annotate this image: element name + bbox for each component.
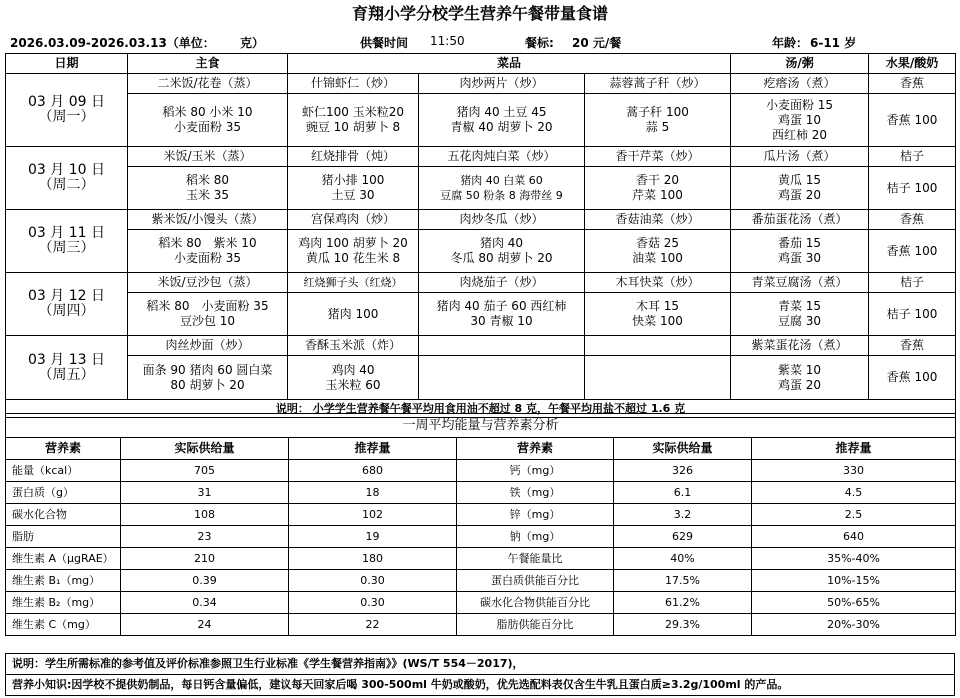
- nutrition-cell: 680: [289, 460, 457, 482]
- unit: 克）: [240, 36, 265, 50]
- nutrition-cell: 维生素 A（μgRAE）: [6, 548, 121, 570]
- nutrition-cell: 210: [121, 548, 289, 570]
- fruit-ingredients: 香蕉 100: [869, 94, 956, 147]
- header-dishes: 菜品: [288, 54, 731, 74]
- day-weekday: （周三）: [38, 240, 95, 256]
- day-dish-row: [6, 147, 956, 167]
- nutrition-cell: 0.30: [289, 570, 457, 592]
- day-date-cell: [6, 74, 128, 147]
- nutrition-cell: 钠（mg）: [457, 526, 614, 548]
- nutrition-cell: 35%-40%: [752, 548, 956, 570]
- footer-tip: 营养小知识:因学校不提供奶制品，每日钙含量偏低，建议每天回家后喝 300-500ml 牛奶或酸奶，优先选配料表仅含生牛乳且蛋白质≥3.2g/100ml 的产品。: [5, 674, 955, 696]
- nutrition-cell: 维生素 B₂（mg）: [6, 592, 121, 614]
- nutrition-cell: 0.34: [121, 592, 289, 614]
- nutrition-cell: 钙（mg）: [457, 460, 614, 482]
- day-weekday: （周五）: [38, 366, 95, 383]
- nutrition-cell: 蛋白质（g）: [6, 482, 121, 504]
- staple-ingredients: 稻米 80 小麦面粉 35 豆沙包 10: [128, 293, 288, 336]
- soup-name: 青菜豆腐汤（煮）: [731, 273, 869, 293]
- nutrition-cell: 18: [289, 482, 457, 504]
- nutrition-cell: 31: [121, 482, 289, 504]
- nutrition-header: 营养素: [457, 438, 614, 460]
- day-date: 03 月 12 日: [28, 288, 105, 304]
- dish3-name: [585, 336, 731, 356]
- dish3-ingredients: 香干 20 芹菜 100: [585, 167, 731, 210]
- soup-name: 疙瘩汤（煮）: [731, 74, 869, 94]
- dish2-name: 肉炒冬瓜（炒）: [419, 210, 585, 230]
- nutrition-cell: 705: [121, 460, 289, 482]
- soup-ingredients: 黄瓜 15 鸡蛋 20: [731, 167, 869, 210]
- fruit-name: 桔子: [869, 147, 956, 167]
- dish3-ingredients: [585, 356, 731, 400]
- nutrition-cell: 629: [614, 526, 752, 548]
- age: 6-11 岁: [810, 36, 857, 50]
- dish1-ingredients: 猪小排 100 土豆 30: [288, 167, 419, 210]
- day-date-cell: [6, 273, 128, 336]
- staple-name: 紫米饭/小馒头（蒸）: [128, 210, 288, 230]
- menu-header-row: [6, 54, 956, 74]
- dish1-name: 红烧排骨（炖）: [288, 147, 419, 167]
- nutrition-table: [5, 413, 956, 636]
- nutrition-cell: 61.2%: [614, 592, 752, 614]
- nutrition-cell: 2.5: [752, 504, 956, 526]
- dish1-name: 香酥玉米派（炸）: [288, 336, 419, 356]
- nutrition-row: [6, 548, 956, 570]
- fruit-ingredients: 香蕉 100: [869, 230, 956, 273]
- nutrition-cell: 4.5: [752, 482, 956, 504]
- staple-name: 米饭/豆沙包（蒸）: [128, 273, 288, 293]
- menu-note: 说明： 小学学生营养餐午餐平均用食用油不超过 8 克，午餐平均用盐不超过 1.6 克: [6, 400, 956, 418]
- day-date-cell: [6, 147, 128, 210]
- nutrition-header: 推荐量: [752, 438, 956, 460]
- nutrition-cell: 50%-65%: [752, 592, 956, 614]
- nutrition-row: [6, 526, 956, 548]
- nutrition-cell: 29.3%: [614, 614, 752, 636]
- nutrition-cell: 脂肪: [6, 526, 121, 548]
- menu-meta: [10, 34, 955, 52]
- serve-time-label: 供餐时间: [360, 36, 409, 50]
- dish2-name: 肉烧茄子（炒）: [419, 273, 585, 293]
- header-date: 日期: [6, 54, 128, 74]
- nutrition-cell: 17.5%: [614, 570, 752, 592]
- nutrition-cell: 40%: [614, 548, 752, 570]
- nutrition-cell: 蛋白质供能百分比: [457, 570, 614, 592]
- day-date: 03 月 09 日: [28, 94, 105, 110]
- nutrition-cell: 19: [289, 526, 457, 548]
- day-dish-row: [6, 273, 956, 293]
- dish2-name: [419, 336, 585, 356]
- soup-name: 紫菜蛋花汤（煮）: [731, 336, 869, 356]
- day-dish-row: [6, 336, 956, 356]
- soup-ingredients: 小麦面粉 15 鸡蛋 10 西红柿 20: [731, 94, 869, 147]
- staple-ingredients: 稻米 80 紫米 10 小麦面粉 35: [128, 230, 288, 273]
- dish2-ingredients: [419, 356, 585, 400]
- dish1-name: 什锦虾仁（炒）: [288, 74, 419, 94]
- day-dish-row: [6, 210, 956, 230]
- day-ingredient-row: [6, 356, 956, 400]
- analysis-title-row: [6, 414, 956, 438]
- day-date-cell: [6, 336, 128, 400]
- menu-table: [5, 53, 956, 418]
- dish3-name: 蒜蓉蒿子秆（炒）: [585, 74, 731, 94]
- day-weekday: （周四）: [38, 303, 95, 319]
- dish1-ingredients: 虾仁100 玉米粒20 豌豆 10 胡萝卜 8: [288, 94, 419, 147]
- dish3-ingredients: 蒿子秆 100 蒜 5: [585, 94, 731, 147]
- fruit-name: 香蕉: [869, 74, 956, 94]
- nutrition-header: 营养素: [6, 438, 121, 460]
- dish1-name: 宫保鸡肉（炒）: [288, 210, 419, 230]
- nutrition-cell: 0.39: [121, 570, 289, 592]
- nutrition-cell: 午餐能量比: [457, 548, 614, 570]
- day-ingredient-row: [6, 230, 956, 273]
- nutrition-cell: 102: [289, 504, 457, 526]
- day-dish-row: [6, 74, 956, 94]
- header-soup: 汤/粥: [731, 54, 869, 74]
- price-label: 餐标:: [525, 36, 554, 50]
- nutrition-cell: 0.30: [289, 592, 457, 614]
- day-weekday: （周二）: [38, 177, 95, 193]
- nutrition-cell: 24: [121, 614, 289, 636]
- nutrition-row: [6, 482, 956, 504]
- day-weekday: （周一）: [38, 109, 95, 125]
- dish2-ingredients: 猪肉 40 土豆 45 青椒 40 胡萝卜 20: [419, 94, 585, 147]
- day-ingredient-row: [6, 94, 956, 147]
- fruit-ingredients: 香蕉 100: [869, 356, 956, 400]
- dish1-ingredients: 鸡肉 100 胡萝卜 20 黄瓜 10 花生米 8: [288, 230, 419, 273]
- nutrition-row: [6, 460, 956, 482]
- nutrition-cell: 3.2: [614, 504, 752, 526]
- staple-ingredients: 稻米 80 小米 10 小麦面粉 35: [128, 94, 288, 147]
- nutrition-header: 实际供给量: [121, 438, 289, 460]
- fruit-name: 桔子: [869, 273, 956, 293]
- nutrition-header: 推荐量: [289, 438, 457, 460]
- day-date: 03 月 13 日: [28, 351, 105, 368]
- dish2-name: 五花肉炖白菜（炒）: [419, 147, 585, 167]
- nutrition-header-row: [6, 438, 956, 460]
- fruit-ingredients: 桔子 100: [869, 293, 956, 336]
- soup-name: 瓜片汤（煮）: [731, 147, 869, 167]
- dish3-name: 木耳快菜（炒）: [585, 273, 731, 293]
- footer-note: 说明：学生所需标准的参考值及评价标准参照卫生行业标准《学生餐营养指南》》(WS/T 554－2017)，: [5, 653, 955, 675]
- day-ingredient-row: [6, 293, 956, 336]
- nutrition-cell: 6.1: [614, 482, 752, 504]
- nutrition-header: 实际供给量: [614, 438, 752, 460]
- header-staple: 主食: [128, 54, 288, 74]
- dish3-ingredients: 木耳 15 快菜 100: [585, 293, 731, 336]
- dish1-name: 红烧狮子头（红烧）: [288, 273, 419, 293]
- nutrition-cell: 碳水化合物供能百分比: [457, 592, 614, 614]
- day-ingredient-row: [6, 167, 956, 210]
- dish2-name: 肉炒两片（炒）: [419, 74, 585, 94]
- soup-name: 番茄蛋花汤（煮）: [731, 210, 869, 230]
- serve-time: 11:50: [430, 34, 465, 48]
- soup-ingredients: 番茄 15 鸡蛋 30: [731, 230, 869, 273]
- nutrition-cell: 维生素 B₁（mg）: [6, 570, 121, 592]
- nutrition-row: [6, 504, 956, 526]
- day-date-cell: [6, 210, 128, 273]
- soup-ingredients: 青菜 15 豆腐 30: [731, 293, 869, 336]
- dish3-name: 香干芹菜（炒）: [585, 147, 731, 167]
- staple-ingredients: 面条 90 猪肉 60 圆白菜 80 胡萝卜 20: [128, 356, 288, 400]
- dish1-ingredients: 鸡肉 40 玉米粒 60: [288, 356, 419, 400]
- page-title: 育翔小学分校学生营养午餐带量食谱: [351, 4, 608, 23]
- staple-name: 二米饭/花卷（蒸）: [128, 74, 288, 94]
- fruit-ingredients: 桔子 100: [869, 167, 956, 210]
- soup-ingredients: 紫菜 10 鸡蛋 20: [731, 356, 869, 400]
- nutrition-cell: 23: [121, 526, 289, 548]
- dish2-ingredients: 猪肉 40 冬瓜 80 胡萝卜 20: [419, 230, 585, 273]
- date-range: 2026.03.09-2026.03.13（单位：: [10, 36, 215, 50]
- dish2-ingredients: 猪肉 40 茄子 60 西红柿 30 青椒 10: [419, 293, 585, 336]
- nutrition-cell: 脂肪供能百分比: [457, 614, 614, 636]
- nutrition-rows: [6, 460, 956, 636]
- dish3-name: 香菇油菜（炒）: [585, 210, 731, 230]
- staple-name: 肉丝炒面（炒）: [128, 336, 288, 356]
- nutrition-cell: 180: [289, 548, 457, 570]
- nutrition-row: [6, 592, 956, 614]
- day-date: 03 月 11 日: [28, 225, 105, 241]
- dish2-ingredients: 猪肉 40 白菜 60 豆腐 50 粉条 8 海带丝 9: [419, 167, 585, 210]
- price: 20 元/餐: [572, 36, 622, 50]
- nutrition-cell: 640: [752, 526, 956, 548]
- nutrition-cell: 20%-30%: [752, 614, 956, 636]
- age-label: 年龄：: [772, 36, 809, 50]
- nutrition-cell: 维生素 C（mg）: [6, 614, 121, 636]
- fruit-name: 香蕉: [869, 336, 956, 356]
- dish1-ingredients: 猪肉 100: [288, 293, 419, 336]
- nutrition-cell: 108: [121, 504, 289, 526]
- nutrition-cell: 10%-15%: [752, 570, 956, 592]
- staple-ingredients: 稻米 80 玉米 35: [128, 167, 288, 210]
- header-fruit: 水果/酸奶: [869, 54, 956, 74]
- nutrition-cell: 330: [752, 460, 956, 482]
- staple-name: 米饭/玉米（蒸）: [128, 147, 288, 167]
- nutrition-cell: 锌（mg）: [457, 504, 614, 526]
- dish3-ingredients: 香菇 25 油菜 100: [585, 230, 731, 273]
- fruit-name: 香蕉: [869, 210, 956, 230]
- nutrition-cell: 326: [614, 460, 752, 482]
- nutrition-row: [6, 614, 956, 636]
- nutrition-cell: 碳水化合物: [6, 504, 121, 526]
- nutrition-cell: 铁（mg）: [457, 482, 614, 504]
- day-date: 03 月 10 日: [28, 162, 105, 178]
- nutrition-row: [6, 570, 956, 592]
- nutrition-cell: 能量（kcal）: [6, 460, 121, 482]
- analysis-title: 一周平均能量与营养素分析: [6, 414, 956, 438]
- nutrition-cell: 22: [289, 614, 457, 636]
